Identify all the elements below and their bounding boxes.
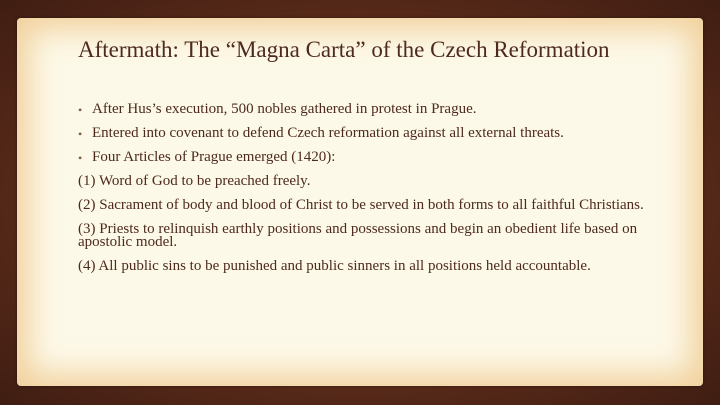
- bullet-icon: •: [78, 151, 83, 165]
- bullet-icon: •: [78, 127, 83, 141]
- bullet-text: Entered into covenant to defend Czech reformation against all external threats.: [92, 125, 564, 141]
- slide-body: [78, 103, 658, 284]
- article-3: (3) Priests to relinquish earthly positions and possessions and begin an obedient life based on apostolic model.: [78, 221, 638, 250]
- article-2: (2) Sacrament of body and blood of Christ to be served in both forms to all faithful Christians.: [78, 197, 644, 213]
- bullet-item: [78, 103, 658, 116]
- bullet-item: [78, 151, 658, 164]
- article-4: (4) All public sins to be punished and public sinners in all positions held accountable.: [78, 258, 591, 274]
- bullet-text: Four Articles of Prague emerged (1420):: [92, 149, 336, 165]
- bullet-item: [78, 127, 658, 140]
- bullet-icon: •: [78, 103, 83, 117]
- article-1: (1) Word of God to be preached freely.: [78, 173, 311, 189]
- slide-title: Aftermath: The “Magna Carta” of the Czech Reformation: [78, 37, 610, 62]
- bullet-text: After Hus’s execution, 500 nobles gathered in protest in Prague.: [92, 101, 477, 117]
